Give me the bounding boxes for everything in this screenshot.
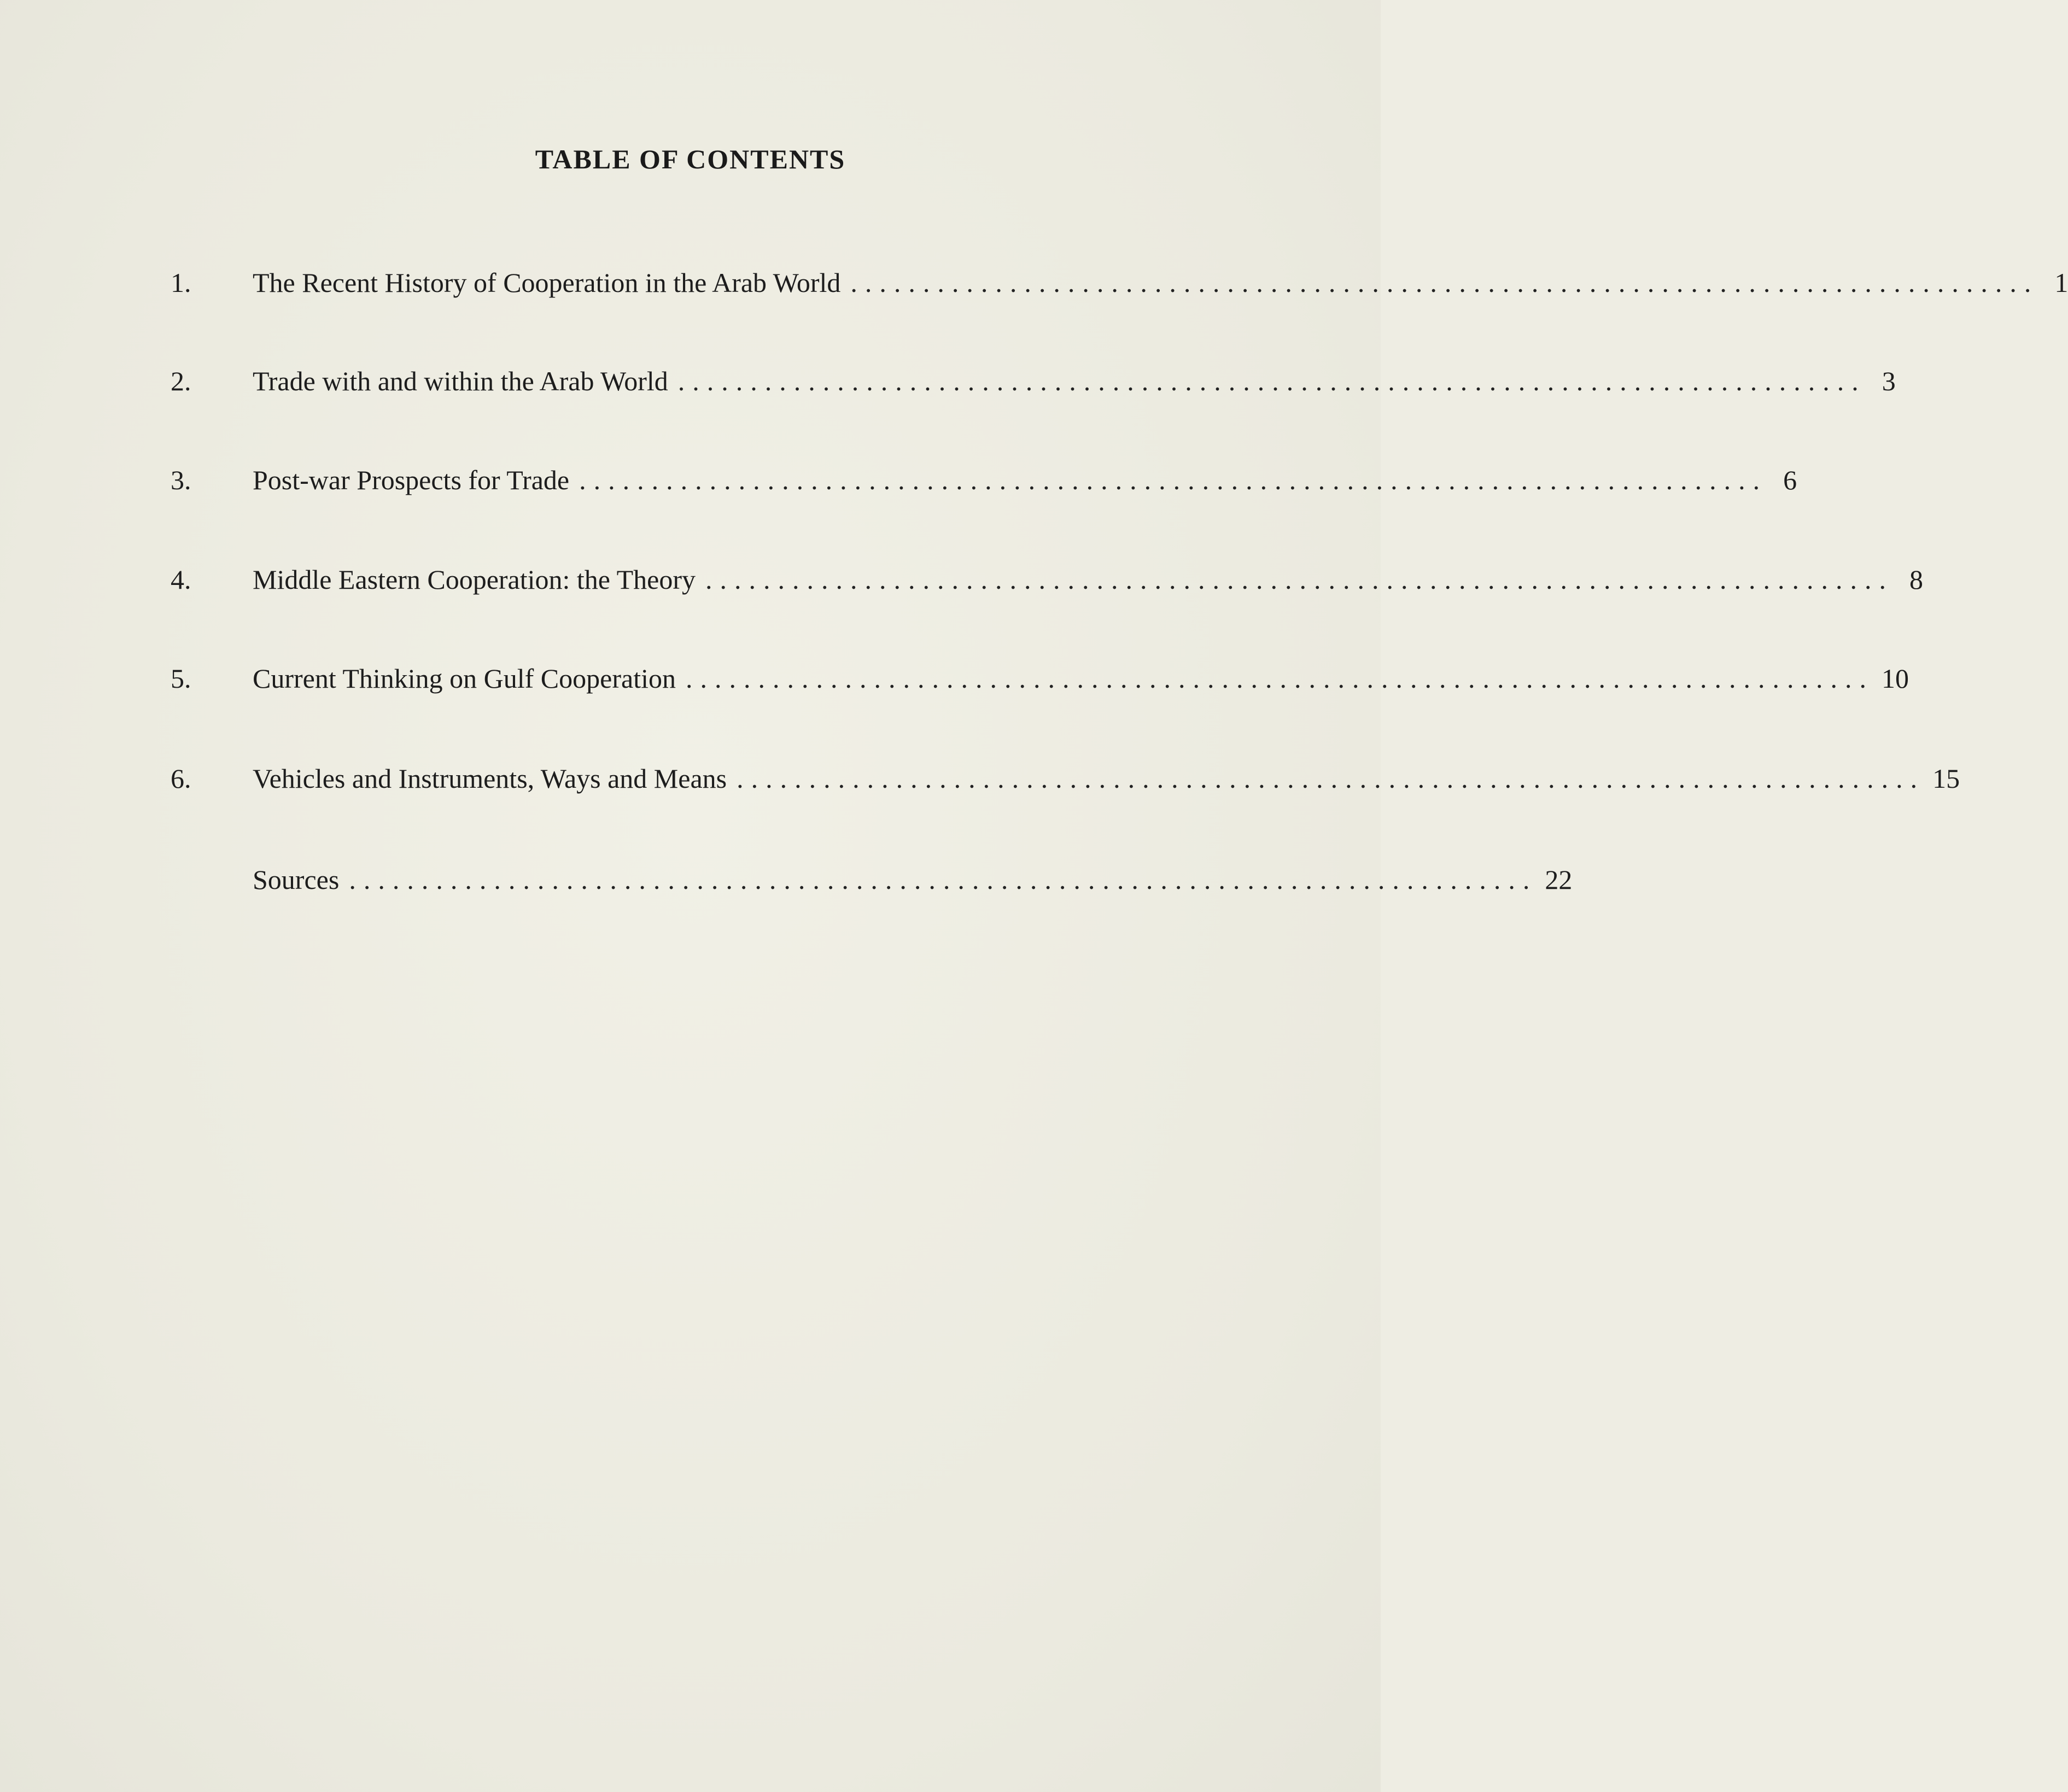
toc-entry-number: 5. <box>171 663 191 694</box>
toc-entry-title: The Recent History of Cooperation in the Arab World <box>253 267 841 298</box>
toc-entry-page: 10 <box>1881 663 1909 694</box>
toc-entry-page: 3 <box>1882 366 1896 396</box>
toc-entry-4[interactable] <box>171 560 1923 599</box>
toc-entry-title: Post-war Prospects for Trade <box>253 465 570 495</box>
toc-entry-title: Trade with and within the Arab World <box>253 366 668 396</box>
toc-entry-2[interactable] <box>171 362 1896 400</box>
toc-entry-page: 1 <box>2054 267 2068 298</box>
toc-entry-number: 1. <box>171 267 191 298</box>
toc-entry-page: 22 <box>1545 864 1573 895</box>
dot-leader: .................................................................................. <box>349 864 1538 895</box>
toc-entry-page: 8 <box>1909 564 1923 595</box>
toc-entry-sources[interactable] <box>171 860 1573 899</box>
toc-entry-number: 3. <box>171 465 191 495</box>
toc-entry-page: 15 <box>1932 763 1960 794</box>
toc-entry-title: Sources <box>253 864 340 895</box>
toc-entry-title: Current Thinking on Gulf Cooperation <box>253 663 676 694</box>
toc-entry-number: 2. <box>171 366 191 396</box>
dot-leader: .................................................................................. <box>579 465 1768 495</box>
page-title: TABLE OF CONTENTS <box>535 144 846 174</box>
toc-entry-number: 4. <box>171 564 191 595</box>
toc-entry-1[interactable] <box>171 263 2068 302</box>
toc-entry-page: 6 <box>1783 465 1797 495</box>
toc-entry-title: Vehicles and Instruments, Ways and Means <box>253 763 727 794</box>
dot-leader: .................................................................................. <box>737 763 1925 794</box>
dot-leader: .................................................................................. <box>850 267 2039 298</box>
dot-leader: .................................................................................. <box>677 366 1866 396</box>
dot-leader: .................................................................................. <box>705 564 1894 595</box>
toc-entry-title: Middle Eastern Cooperation: the Theory <box>253 564 696 595</box>
toc-entry-6[interactable] <box>171 759 1960 798</box>
toc-entry-number: 6. <box>171 763 191 794</box>
toc-entry-3[interactable] <box>171 461 1797 499</box>
dot-leader: .................................................................................. <box>685 663 1874 694</box>
toc-entry-5[interactable] <box>171 659 1909 698</box>
